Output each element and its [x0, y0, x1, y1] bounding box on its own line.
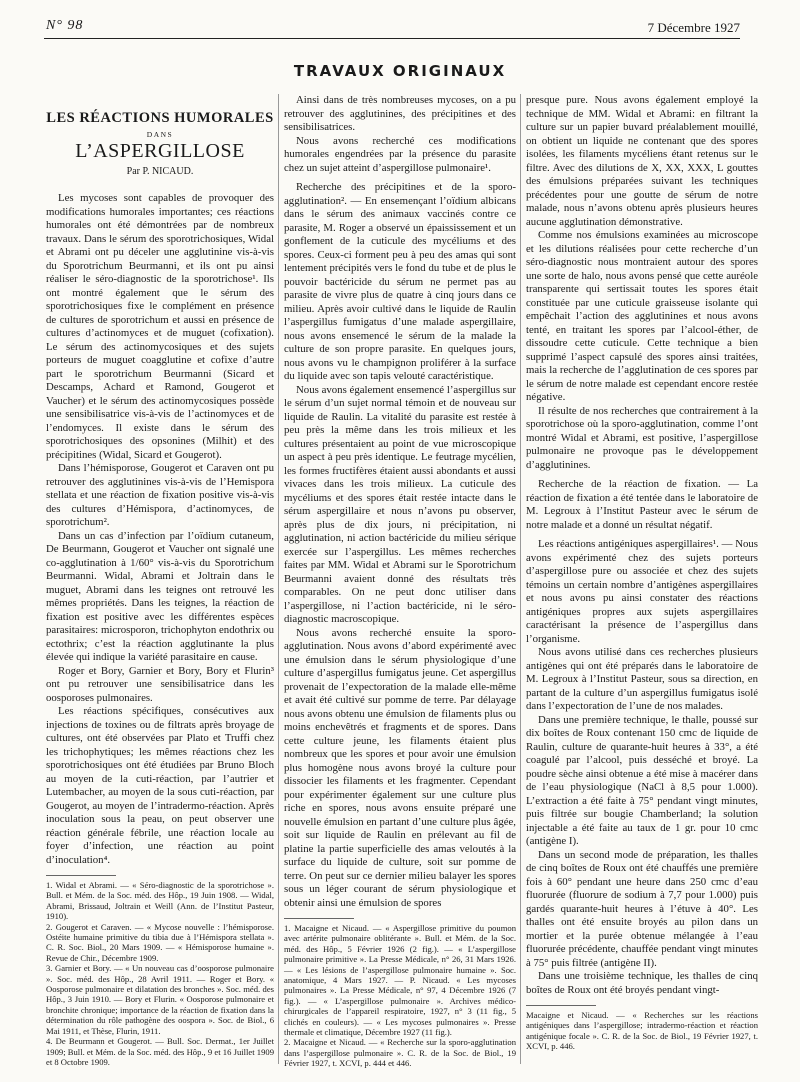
section-title: TRAVAUX ORIGINAUX	[293, 62, 507, 80]
paragraph: Dans une première technique, le thalle, poussé sur dix boîtes de Roux contenant 150 cmc de liquide de Raulin, culture de quarante-huit heures à 33°, a été coagulé par l’alcool, puis desséché et broyé. La poudre sèche ainsi obtenue a été mise à macérer dans de l’eau physiologique (NaCl à 8,5 pour 1.000). L’extraction a été faite à 75° pendant vingt minutes, puis filtrée sur bougie Chamberland; la solution injectable a été faite au taux de 1 gr. pour 10 cmc (antigène I).	[526, 713, 758, 847]
paragraph: Les mycoses sont capables de provoquer des modifications humorales importantes; ces réactions humorales ont été démontrées par de nombreux travaux. Dans le sérum des sporotrichosiques, Widal et Abrami ont pu déceler une agglutinine vis-à-vis du Sporotrichum Beurmanni, et ils ont pu ainsi réaliser le séro-diagnostic de la sporotrichose¹. Ils ont montré également que le sérum des sporotrichosiques fixe le complément en présence de cultures de sporotrichum et aussi en présence de cultures d’actinomyces et de muguet (cofixation). Le sérum des actinomycosiques et des sujets porteurs de muguet coagglutine et cofixe d’autre part le sporotrichum Beurmanni (Sicard et Descamps, Achard et Ramond, Gougerot et Vaucher) et le sérum des actinomycosiques possède une sensibilisatrice vis-à-vis de l’actinomyces et de l’endomyces. Il existe dans le sérum des sporotrichosiques des opsonines (Milhit) et des précipitines (Widal, Sicard et Gougerot).	[46, 192, 274, 461]
footnotes	[46, 880, 274, 1067]
issue-date: 7 Décembre 1927	[647, 20, 740, 35]
column-divider	[520, 94, 521, 1064]
paragraph: Les réactions spécifiques, consécutives aux injections de toxines ou de filtrats après broyage de cultures, ont été observées par Plato et Truffi chez les trichophytiques; les mêmes réactions chez les sporotrichosiques ont été étudiées par Bruno Bloch au moyen de la cuti-réaction, par l’autrier et Lutembacher, au moyen de la sous cuti-réaction, par Gougerot, au moyen de l’intradermo-réaction. Après inoculation sous la peau, on peut observer une réaction générale fébrile, une réaction locale au foyer d’infection, une réaction au point d’inoculation⁴.	[46, 705, 274, 866]
footnotes	[284, 923, 516, 1069]
paragraph: Nous avons utilisé dans ces recherches plusieurs antigènes qui ont été préparés dans le laboratoire de M. Legroux à l’Institut Pasteur, sous sa direction, en partant de la culture d’un aspergillus fumigatus isolé dans l’expectoration de l’une de nos malades.	[526, 646, 758, 712]
footnote: 3. Garnier et Bory. — « Un nouveau cas d’oosporose pulmonaire ». Soc. méd. des Hôp., 28 Avril 1911. — Roger et Bory. « Oosporose pulmonaire et dilatation des bronches ». Soc. méd. des Hôp., 3 Juin 1910. — Bory et Flurin. « Oosporose pulmonaire et bronchite chronique; importance de la réaction de fixation dans la détermination du rôle pathogène des oospora ». Soc. de Biol., 6 Mai 1911, et Thèse, Flurin, 1911.	[46, 963, 274, 1036]
paragraph: Ainsi dans de très nombreuses mycoses, on a pu retrouver des agglutinines, des précipitines et des sensibilisatrices.	[284, 94, 516, 133]
article-title-line2: L’ASPERGILLOSE	[75, 140, 245, 162]
footnote: 4. De Beurmann et Gougerot. — Bull. Soc. Dermat., 1er Juillet 1909; Bull. et Mém. de la Soc. méd. des Hôp., 9 et 16 Juillet 1909 et 8 Octobre 1909.	[46, 1036, 274, 1067]
paragraph: Il résulte de nos recherches que contrairement à la sporotrichose où la sporo-agglutination, comme l’ont montré Widal et Abrami, est positive, l’aspergillose pulmonaire ne provoque pas le développement d’agglutinines.	[526, 404, 758, 471]
column-1	[46, 94, 274, 1067]
column-divider	[278, 94, 279, 1064]
column-2	[284, 94, 516, 1069]
footnote: 1. Macaigne et Nicaud. — « Aspergillose primitive du poumon avec artérite pulmonaire oblitérante ». Bull. et Mém. de la Soc. méd. des Hôp., 5 Février 1926 (2 fig.). — « L’aspergillose pulmonaire primitive ». La Presse Médicale, n° 26, 31 Mars 1926. — « Les lésions de l’aspergillose pulmonaire humaine ». Soc. anatomique, 4 Mars 1927. — P. Nicaud. « Les mycoses pulmonaires ». La Presse Médicale, n° 97, 4 Décembre 1926 (7 fig.). — « L’aspergillose pulmonaire ». Archives médico-chirurgicales de l’appareil respiratoire, 1927, n° 3 (11 fig., 5 clichés en couleurs). — « Les mycoses pulmonaires ». Presse thermale et climatique, Décembre 1927 (11 fig.).	[284, 923, 516, 1038]
issue-number: N° 98	[46, 18, 84, 33]
footnote: 2. Macaigne et Nicaud. — « Recherche sur la sporo-agglutination dans l’aspergillose pulmonaire ». C. R. de la Soc. de Biol., 19 Février 1927, t. XCVI, p. 444 et 446.	[284, 1037, 516, 1069]
article-author: Par P. NICAUD.	[126, 165, 194, 177]
page-header	[0, 0, 800, 40]
paragraph: Nous avons recherché ces modifications humorales engendrées par la présence du parasite chez un sujet atteint d’aspergillose pulmonaire¹.	[284, 134, 516, 174]
footnote-rule	[46, 875, 116, 876]
footnote: 2. Gougerot et Caraven. — « Mycose nouvelle : l’hémisporose. Ostéite humaine primitive du tibia due à l’Hémispora stellata ». C. R. Soc. Biol., 20 Mars 1909. — « Hémisporose humaine ». Revue de Chir., Décembre 1909.	[46, 921, 274, 963]
header-rule	[44, 38, 740, 39]
paragraph: Dans l’hémisporose, Gougerot et Caraven ont pu retrouver des agglutinines vis-à-vis de l’Hemispora stellata et une réaction de fixation positive vis-à-vis des cultures d’Hémispora, d’actinomyces, de sporotrichum².	[46, 462, 274, 528]
footnote: 1. Widal et Abrami. — « Séro-diagnostic de la sporotrichose ». Bull. et Mém. de la Soc. méd. des Hôp., 19 Juin 1908. — Widal, Abrami, Brissaud, Joltrain et Weill (Ann. de l’Institut Pasteur, 1910).	[46, 880, 274, 922]
paragraph: Dans un cas d’infection par l’oïdium cutaneum, De Beurmann, Gougerot et Vaucher ont signalé une co-agglutination à 1/60° vis-à-vis du Sporotrichum Beurmanni. Widal, Abrami et Joltrain dans le muguet, Abrami dans les teignes ont retrouvé les mêmes propriétés. Dans les teignes, la réaction de fixation est positive avec les différentes espèces parasitaires: microsporon, trichophyton endothrix ou ectothrix; c’est la réaction agglutinante la plus élevée qui indique la variété parasitaire en cause.	[46, 529, 274, 663]
paragraph: Recherche des précipitines et de la sporo-agglutination². — En ensemençant l’oïdium albicans dans le sérum des animaux vaccinés contre ce parasite, M. Roger a observé un épaississement et un gonflement de la cuticule des mycéliums et des spores. Ceux-ci forment peu à peu des amas qui sont lentement précipités vers le fond du tube et de plus le pouvoir bactéricide du sérum ne permet pas au parasite de vivre plus de quatre à cinq jours dans ce milieu. Après avoir cultivé dans le liquide de Raulin l’aspergillus fumigatus d’une malade aspergillaire, nous avons ensemencé le sérum de la malade la culture de son propre parasite. En quelques jours, nous avons vu le champignon proliférer à la surface du liquide avec son tapis velouté caractéristique.	[284, 181, 516, 382]
paragraph: Recherche de la réaction de fixation. — La réaction de fixation a été tentée dans le laboratoire de M. Legroux à l’Institut Pasteur avec le sérum de notre malade et a donné un résultat négatif.	[526, 478, 758, 531]
footnote-rule	[526, 1005, 596, 1006]
footnotes	[526, 1010, 758, 1052]
paragraph: Comme nos émulsions examinées au microscope et les dilutions réalisées pour cette recherche d’un séro-diagnostic nous montraient autour des spores une sorte de halo, nous avons pensé que cette auréole transparente qui sertissait toutes les spores était constituée par une cuticule graisseuse isolante qui empêchait l’action des agglutinines et nous avons tenté, en traitant les spores par l’alcool-éther, de dissoudre cette cuticule. Cette technique a bien supprimé l’aspect capsulé des spores ainsi traitées, mais la recherche de l’agglutination de ces spores par le sérum de notre malade est cependant encore restée négative.	[526, 229, 758, 403]
footnote-rule	[284, 918, 354, 919]
paragraph: Dans un second mode de préparation, les thalles de cinq boîtes de Roux ont été chauffés une première fois à 60° pendant une heure dans 250 cmc d’eau fluorurée (fluorure de sodium à 7,7 pour 1.000) puis gardés quarante-huit heures à l’étuve à 40°. Les thalles ont été ensuite broyés au pilon dans un mortier et la purée obtenue mélangée à l’eau fluorurée précédente, chauffée pendant vingt minutes à 75° puis filtrée (antigène II).	[526, 848, 758, 969]
footnote: Macaigne et Nicaud. — « Recherches sur les réactions antigéniques dans l’aspergillose; intradermo-réaction et réaction antigénique focale ». C. R. de la Soc. de Biol., 19 Février 1927, t. XCVI, p. 446.	[526, 1010, 758, 1052]
paragraph: Dans une troisième technique, les thalles de cinq boîtes de Roux ont été broyés pendant vingt-	[526, 970, 758, 996]
article-title-dans: DANS	[146, 129, 174, 139]
article-title-line1: LES RÉACTIONS HUMORALES	[46, 110, 274, 126]
paragraph: presque pure. Nous avons également employé la technique de MM. Widal et Abrami: en filtrant la culture sur un papier buvard préalablement mouillé, on obtient un liquide ne contenant que des spores isolées, les filaments mycéliens étant retenus sur le filtre. Avec des dilutions de X, XX, XXX, L gouttes des émulsions préparées suivant les techniques précédentes pour une goutte de sérum de notre malade, nous n’avons obtenu après plusieurs heures aucune agglutination démonstrative.	[526, 94, 758, 228]
paragraph: Les réactions antigéniques aspergillaires¹. — Nous avons expérimenté chez des sujets porteurs d’aspergillose pure ou associée et chez des sujets témoins un certain nombre d’antigènes aspergillaires et nous avons pu ainsi constater des réactions antigéniques propres aux sujets aspergillaires caractérisant la présence de l’aspergillus dans l’organisme.	[526, 538, 758, 645]
paragraph: Nous avons recherché ensuite la sporo-agglutination. Nous avons d’abord expérimenté avec une émulsion dans le sérum physiologique d’une culture d’aspergillus fumigatus jeune. Cet aspergillus provenait de l’expectoration de la malade elle-même et avait été cultivé sur pomme de terre. Par délayage nous avons obtenu une émulsion de filaments plus ou moins enchevêtrés et fragments et de spores. Dans cette culture jeune, les filaments étaient plus nombreux que les spores et pour avoir une émulsion plus homogène nous avons broyé la culture pour dissocier les filaments et les fragmenter. Cependant pour expérimenter également sur une culture plus riche en spores, nous avons ensuite préparé une nouvelle émulsion en partant d’une culture plus âgée, soit sur liquide de Raulin en prélevant au fil de platine la partie superficielle des amas veloutés à la surface du liquide de culture, soit sur pomme de terre. On peut sur ce dernier milieu balayer les spores sous un léger courant de sérum physiologique et obtenir ainsi une émulsion de spores	[284, 626, 516, 909]
column-3	[526, 94, 758, 1052]
paragraph: Nous avons également ensemencé l’aspergillus sur le sérum d’un sujet normal témoin et de nouveau sur liquide de Raulin. La vitalité du parasite est restée à peu près la même dans les trois milieux et les cultures présentaient au point de vue microscopique un aspect à peu près identique. Le feutrage mycélien, les formes fructifères étaient aussi abondants et aussi vivaces dans les trois milieux. La cuticule des mycéliums et des spores était restée intacte dans le sérum aspergillaire et nous n’avons pu observer, après plus de dix jours, ni précipitation, ni agglutination, ni action bactéricide du milieu sérique exercée sur l’aspergillus. Les mêmes recherches faites par MM. Widal et Abrami sur le Sporotrichum Beurmanni avaient donné des résultats très comparables. On ne peut donc utiliser dans l’aspergillose, ni l’action bactéricide, ni le séro-diagnostic macroscopique.	[284, 383, 516, 625]
paragraph: Roger et Bory, Garnier et Bory, Bory et Flurin³ ont pu retrouver une sensibilisatrice dans les oosporoses pulmonaires.	[46, 664, 274, 704]
